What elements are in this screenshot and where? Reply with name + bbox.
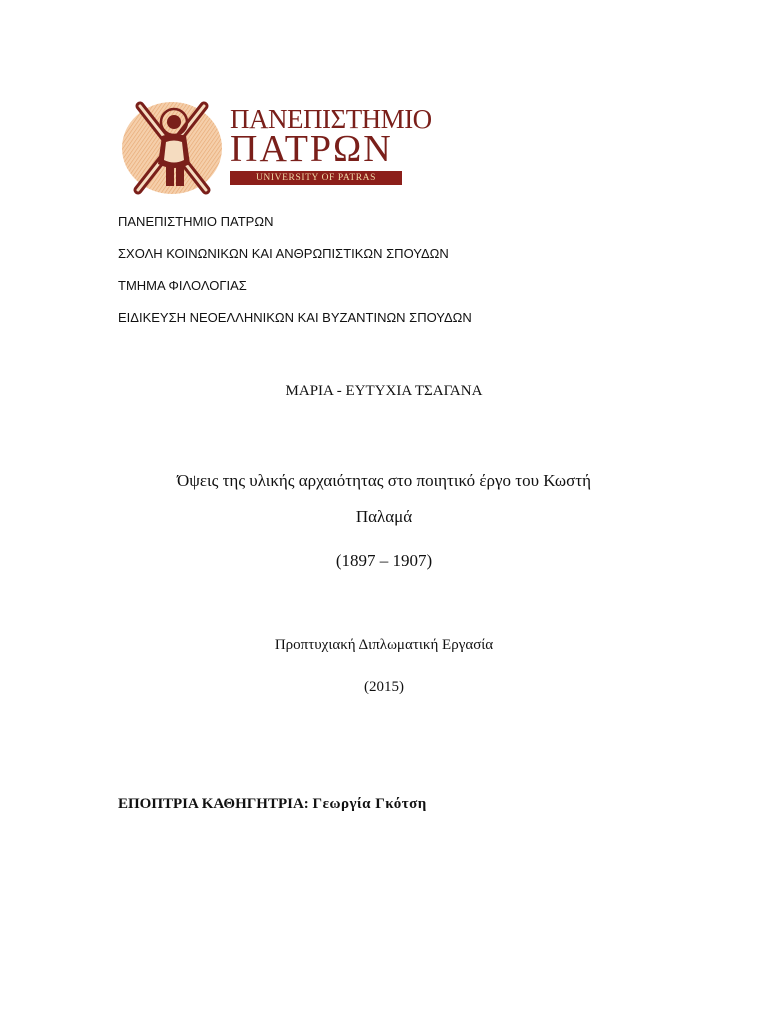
university-logo (118, 92, 432, 202)
logo-text-university: ΠΑΝΕΠΙΣΤΗΜΙΟ (230, 104, 432, 134)
institution-university: ΠΑΝΕΠΙΣΤΗΜΙΟ ΠΑΤΡΩΝ (118, 214, 274, 229)
author-name: ΜΑΡΙΑ - ΕΥΤΥΧΙΑ ΤΣΑΓΑΝΑ (285, 383, 483, 399)
supervisor-name: Γεωργία Γκότση (312, 796, 427, 812)
supervisor (118, 797, 427, 812)
institution-school: ΣΧΟΛΗ ΚΟΙΝΩΝΙΚΩΝ ΚΑΙ ΑΝΘΡΩΠΙΣΤΙΚΩΝ ΣΠΟΥΔΩΝ (118, 246, 449, 261)
thesis-title-line1: Όψεις της υλικής αρχαιότητας στο ποιητικό έργο του Κωστή (176, 471, 591, 490)
institution-department: ΤΜΗΜΑ ΦΙΛΟΛΟΓΙΑΣ (118, 278, 247, 293)
logo-band-english: UNIVERSITY OF PATRAS (230, 171, 402, 185)
thesis-title-years: (1897 – 1907) (335, 551, 433, 570)
institution-specialization: ΕΙΔΙΚΕΥΣΗ ΝΕΟΕΛΛΗΝΙΚΩΝ ΚΑΙ ΒΥΖΑΝΤΙΝΩΝ ΣΠΟΥΔΩΝ (118, 310, 472, 325)
thesis-title-line2: Παλαμά (355, 507, 413, 526)
st-andrew-cross-emblem-icon (118, 92, 226, 202)
logo-text-patras: ΠΑΤΡΩΝ (230, 128, 393, 170)
thesis-type: Προπτυχιακή Διπλωματική Εργασία (274, 637, 494, 653)
supervisor-label: ΕΠΟΠΤΡΙΑ ΚΑΘΗΓΗΤΡΙΑ: (118, 796, 309, 812)
thesis-year: (2015) (364, 679, 404, 695)
